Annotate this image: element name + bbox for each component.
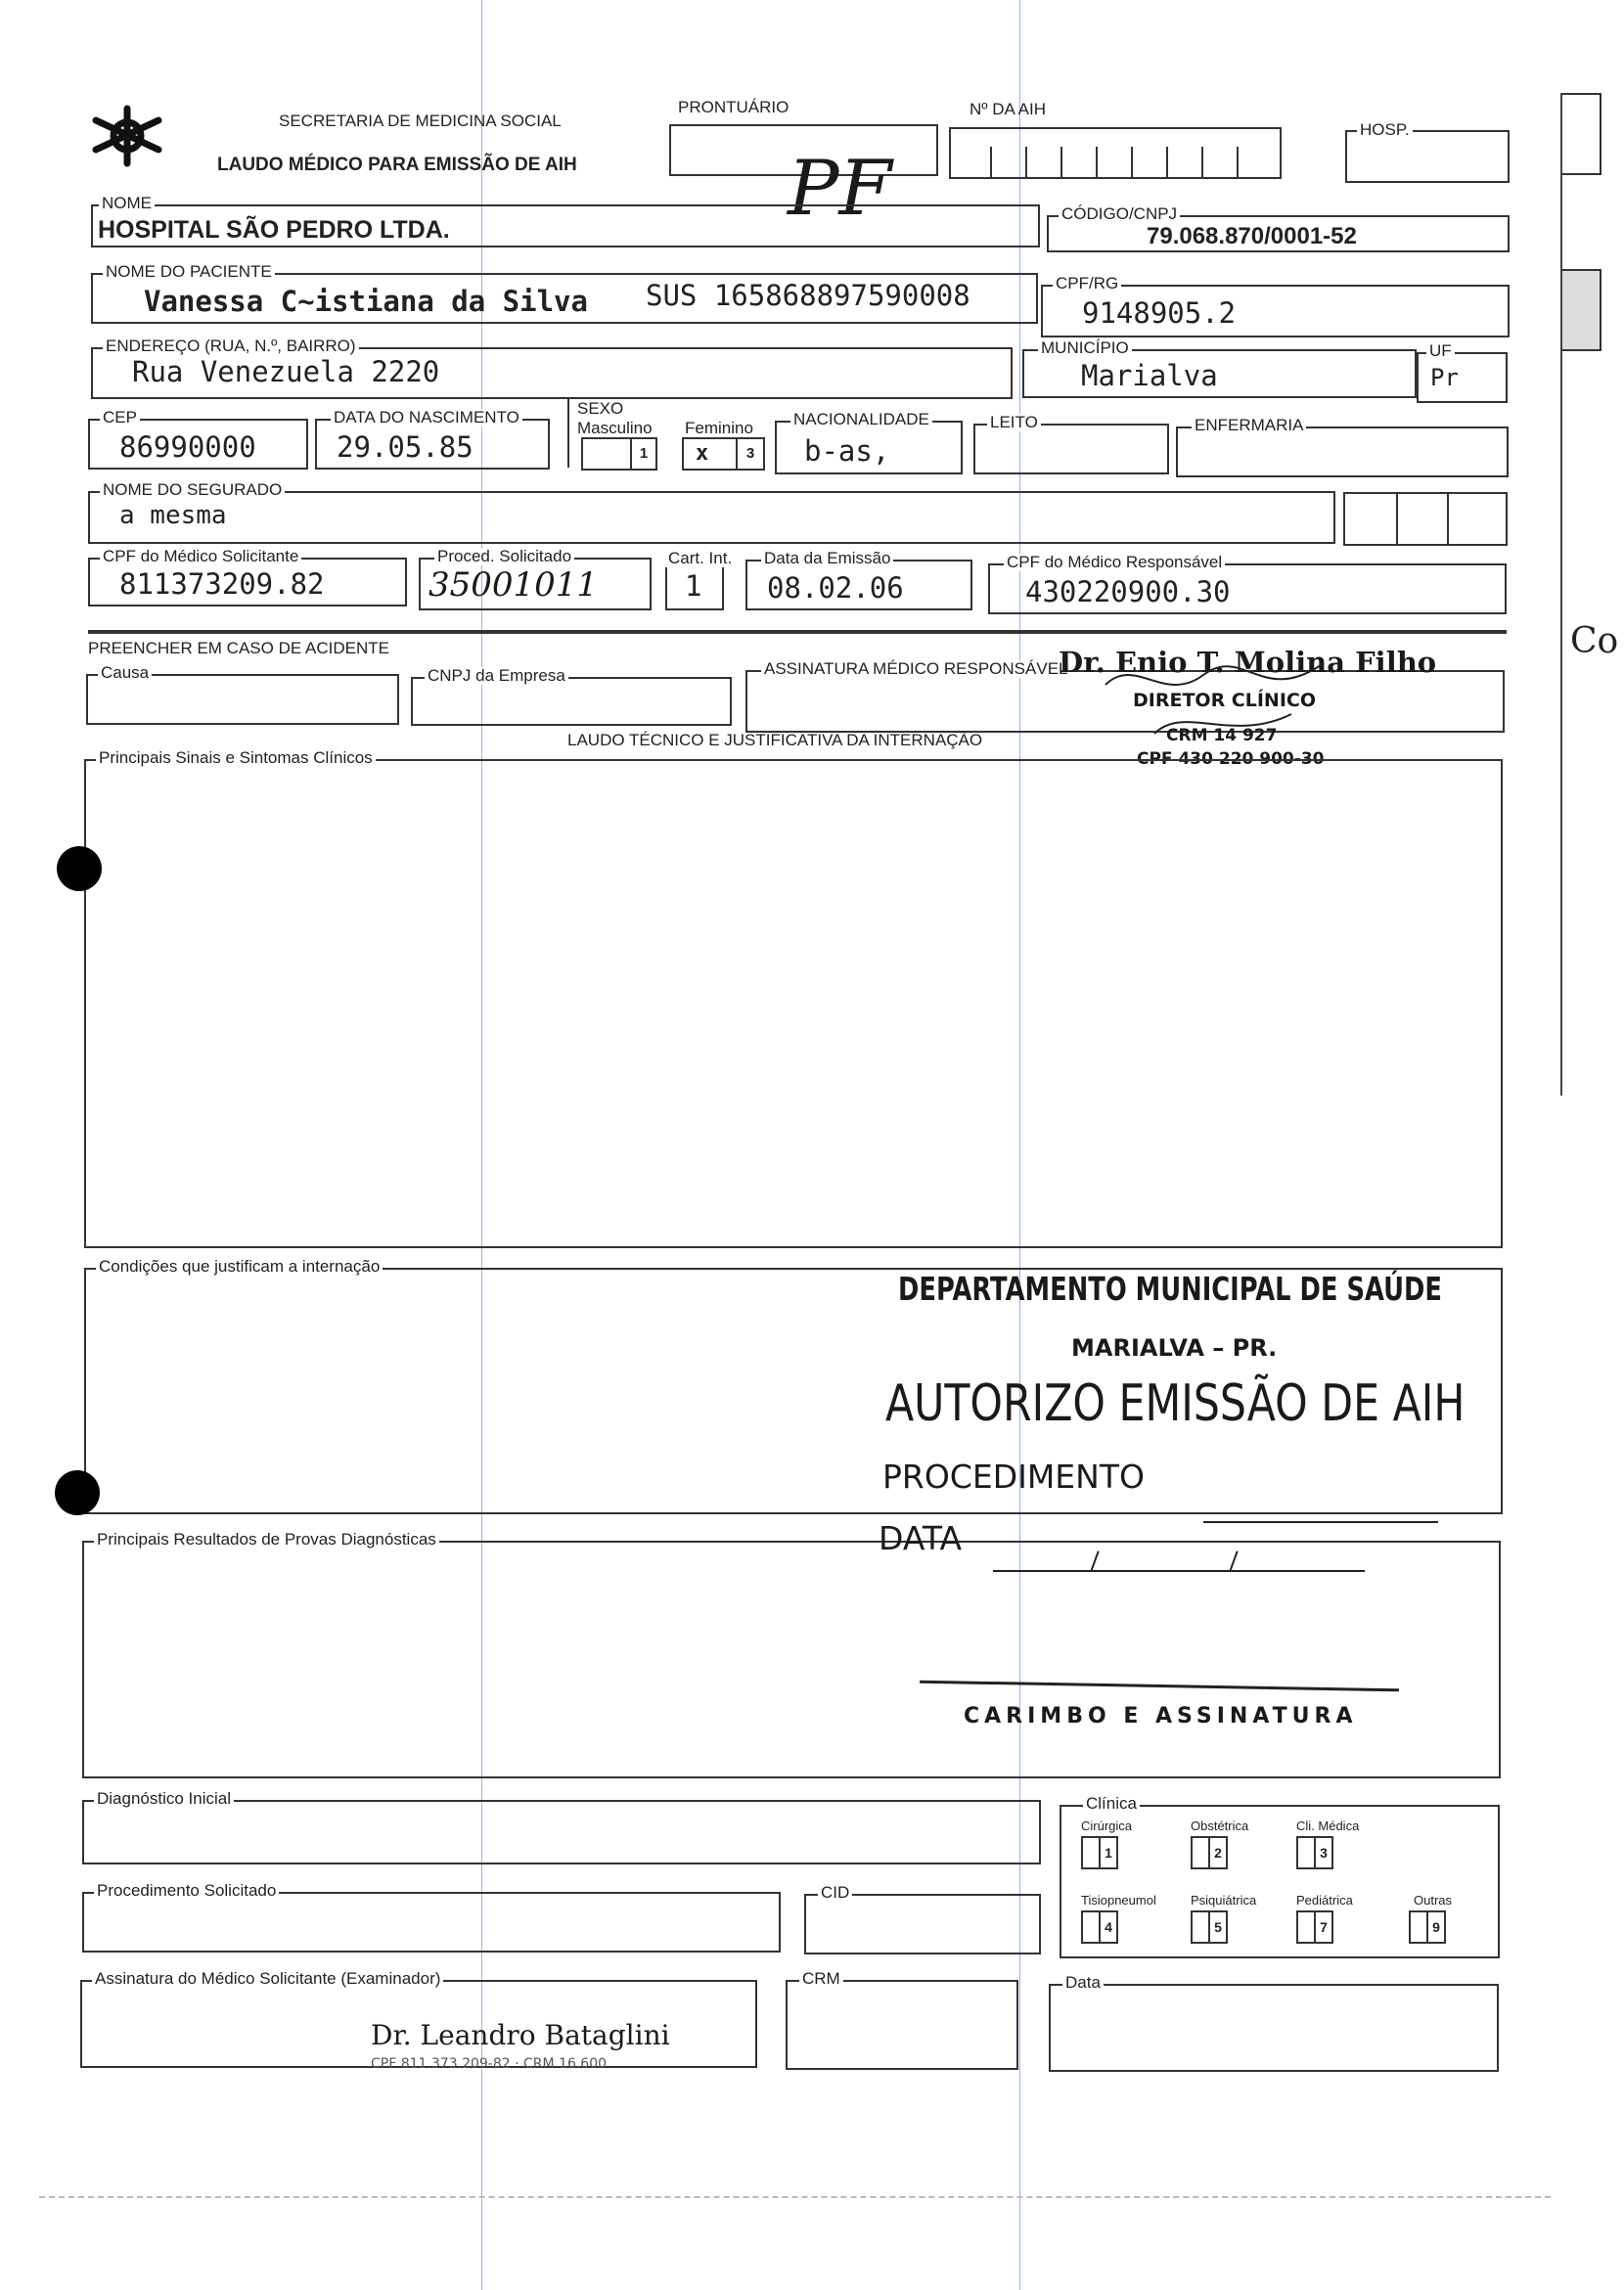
director-crm: CRM 14 927	[1166, 726, 1278, 745]
clinica-checkbox-1[interactable]: 1	[1081, 1836, 1118, 1869]
patient-name-label: NOME DO PACIENTE	[103, 263, 275, 281]
birthdate-label: DATA DO NASCIMENTO	[331, 409, 522, 427]
crm-field[interactable]	[786, 1969, 1018, 2070]
section-divider	[88, 630, 1507, 634]
masculino-checkbox[interactable]: 1	[581, 437, 657, 471]
nacionalidade-value: b-as,	[804, 434, 890, 468]
emissao-label: Data da Emissão	[761, 550, 893, 567]
aih-label: Nº DA AIH	[970, 100, 1047, 118]
diagnostico-field[interactable]	[82, 1789, 1041, 1864]
enfermaria-field[interactable]	[1176, 416, 1509, 477]
clinica-checkbox-5[interactable]: 5	[1191, 1910, 1228, 1944]
cpf-responsavel-value: 430220900.30	[1025, 575, 1231, 608]
cart-value: 1	[685, 569, 702, 603]
causa-label: Causa	[98, 664, 152, 682]
medico-signature-name: Dr. Leandro Bataglini	[371, 2019, 670, 2051]
cpf-rg-label: CPF/RG	[1053, 275, 1121, 292]
assinatura-solicitante-label: Assinatura do Médico Solicitante (Examinador)	[92, 1970, 443, 1988]
nacionalidade-field[interactable]	[775, 410, 963, 474]
prontuario-label: PRONTUÁRIO	[678, 98, 789, 116]
crm-label: CRM	[799, 1970, 843, 1988]
form-title: LAUDO MÉDICO PARA EMISSÃO DE AIH	[217, 155, 577, 175]
cid-label: CID	[818, 1884, 852, 1902]
side-text-fragment: Co	[1570, 621, 1619, 661]
nome-label: NOME	[99, 195, 155, 212]
address-field[interactable]	[91, 337, 1013, 399]
adjacent-page-edge	[1560, 93, 1619, 1096]
clinica-label-5: Psiquiátrica	[1191, 1893, 1257, 1908]
secretaria-title: SECRETARIA DE MEDICINA SOCIAL	[279, 112, 562, 130]
cnpj-empresa-label: CNPJ da Empresa	[425, 667, 568, 685]
clinica-checkbox-9[interactable]: 9	[1409, 1910, 1446, 1944]
hosp-label: HOSP.	[1357, 121, 1413, 139]
clinica-checkbox-7[interactable]: 7	[1296, 1910, 1333, 1944]
cnpj-field[interactable]	[1047, 204, 1510, 252]
cnpj-empresa-field[interactable]	[411, 666, 732, 726]
proced-label: Proced. Solicitado	[434, 548, 574, 565]
emissao-value: 08.02.06	[767, 571, 904, 605]
cpf-responsavel-label: CPF do Médico Responsável	[1004, 554, 1225, 571]
cpf-solicitante-field[interactable]	[88, 547, 407, 606]
patient-name: Vanessa C~istiana da Silva	[144, 285, 588, 318]
data-field[interactable]	[1049, 1973, 1499, 2072]
proced-value: 35001011	[429, 565, 599, 605]
clinica-label-9: Outras	[1414, 1893, 1453, 1908]
clinica-label-4: Tisiopneumol	[1081, 1893, 1156, 1908]
feminino-label: Feminino	[685, 419, 753, 437]
leito-field[interactable]	[973, 413, 1169, 474]
birthdate-field[interactable]	[315, 408, 550, 470]
ministry-logo-icon	[88, 103, 166, 169]
uf-label: UF	[1426, 342, 1455, 360]
feminino-mark: x	[696, 441, 709, 466]
accident-title: PREENCHER EM CASO DE ACIDENTE	[88, 639, 389, 657]
auth-stamp-procedure: PROCEDIMENTO	[882, 1458, 1145, 1496]
auth-stamp-date: DATA	[879, 1519, 963, 1557]
laudo-title: LAUDO TÉCNICO E JUSTIFICATIVA DA INTERNAÇÃO	[567, 731, 983, 749]
sexo-label: SEXO	[577, 399, 624, 418]
cpf-solicitante-label: CPF do Médico Solicitante	[100, 548, 301, 565]
clinica-label-7: Pediátrica	[1296, 1893, 1353, 1908]
clinica-label-1: Cirúrgica	[1081, 1819, 1133, 1833]
handwritten-initials: PF	[788, 145, 892, 233]
patient-name-field[interactable]	[91, 262, 1038, 324]
aih-field[interactable]	[949, 127, 1282, 179]
segurado-value: a mesma	[119, 501, 227, 530]
director-signature-scribble	[1096, 646, 1331, 753]
punch-hole	[57, 846, 102, 891]
procedimento-label: Procedimento Solicitado	[94, 1882, 279, 1900]
hospital-name-field[interactable]	[91, 194, 1040, 247]
clinica-checkbox-2[interactable]: 2	[1191, 1836, 1228, 1869]
auth-stamp-carimbo: CARIMBO E ASSINATURA	[964, 1704, 1358, 1729]
cpf-solicitante-value: 811373209.82	[119, 567, 325, 601]
auth-stamp-city: MARIALVA – PR.	[1071, 1334, 1278, 1362]
cpf-rg-value: 9148905.2	[1082, 296, 1237, 330]
municipio-value: Marialva	[1081, 359, 1218, 392]
auth-stamp-dept: DEPARTAMENTO MUNICIPAL DE SAÚDE	[898, 1270, 1442, 1308]
emissao-field[interactable]	[745, 549, 972, 610]
segurado-code-field[interactable]	[1343, 492, 1508, 546]
segurado-label: NOME DO SEGURADO	[100, 481, 285, 499]
clinica-checkbox-4[interactable]: 4	[1081, 1910, 1118, 1944]
municipio-field[interactable]	[1022, 338, 1417, 398]
diagnostico-label: Diagnóstico Inicial	[94, 1790, 234, 1808]
clinica-label: Clínica	[1083, 1795, 1140, 1813]
data-label: Data	[1062, 1974, 1104, 1992]
procedimento-field[interactable]	[82, 1881, 781, 1953]
condicoes-label: Condições que justificam a internação	[96, 1258, 383, 1276]
cep-label: CEP	[100, 409, 140, 427]
cpf-responsavel-field[interactable]	[988, 553, 1507, 614]
causa-field[interactable]	[86, 663, 399, 725]
cart-label: Cart. Int.	[665, 550, 735, 567]
page-edge	[39, 2196, 1551, 2198]
masculino-label: Masculino	[577, 419, 653, 437]
birthdate-value: 29.05.85	[337, 430, 474, 464]
leito-label: LEITO	[987, 414, 1041, 431]
cpf-rg-field[interactable]	[1041, 274, 1510, 337]
hospital-name: HOSPITAL SÃO PEDRO LTDA.	[98, 216, 450, 244]
hosp-field[interactable]	[1345, 120, 1510, 183]
auth-stamp-authorize: AUTORIZO EMISSÃO DE AIH	[885, 1374, 1466, 1433]
sinais-label: Principais Sinais e Sintomas Clínicos	[96, 749, 376, 767]
director-name: Dr. Enio T. Molina Filho	[1059, 646, 1437, 679]
uf-field[interactable]	[1417, 341, 1508, 403]
cep-field[interactable]	[88, 408, 308, 470]
clinica-checkbox-3[interactable]: 3	[1296, 1836, 1333, 1869]
resultados-label: Principais Resultados de Provas Diagnósticas	[94, 1531, 439, 1549]
segurado-field[interactable]	[88, 480, 1335, 544]
director-cpf: CPF 430 220 900-30	[1137, 749, 1325, 769]
medico-signature-sub: CPF 811.373.209-82 · CRM 16.600	[371, 2056, 608, 2072]
nacionalidade-label: NACIONALIDADE	[790, 411, 932, 428]
clinica-label-3: Cli. Médica	[1296, 1819, 1360, 1833]
sus-number: SUS 165868897590008	[646, 279, 970, 312]
address-value: Rua Venezuela 2220	[132, 355, 440, 388]
punch-hole	[55, 1470, 100, 1515]
address-label: ENDEREÇO (RUA, N.º, BAIRRO)	[103, 337, 359, 355]
assinatura-solicitante-field[interactable]	[80, 1969, 757, 2072]
assinatura-responsavel-label: ASSINATURA MÉDICO RESPONSÁVEL	[761, 660, 1070, 678]
director-role: DIRETOR CLÍNICO	[1133, 690, 1316, 711]
proced-field[interactable]	[419, 547, 652, 610]
uf-value: Pr	[1430, 364, 1459, 391]
cid-field[interactable]	[804, 1883, 1041, 1954]
cep-value: 86990000	[119, 430, 256, 464]
feminino-checkbox[interactable]: x 3	[682, 437, 765, 471]
clinica-label-2: Obstétrica	[1191, 1819, 1249, 1833]
clinica-box	[1060, 1794, 1500, 1958]
municipio-label: MUNICÍPIO	[1038, 339, 1132, 357]
sinais-sintomas-field[interactable]	[84, 748, 1503, 1248]
cnpj-label: CÓDIGO/CNPJ	[1059, 205, 1180, 223]
enfermaria-label: ENFERMARIA	[1192, 417, 1306, 434]
cart-field[interactable]	[665, 549, 733, 610]
cnpj-value: 79.068.870/0001-52	[1147, 223, 1357, 249]
